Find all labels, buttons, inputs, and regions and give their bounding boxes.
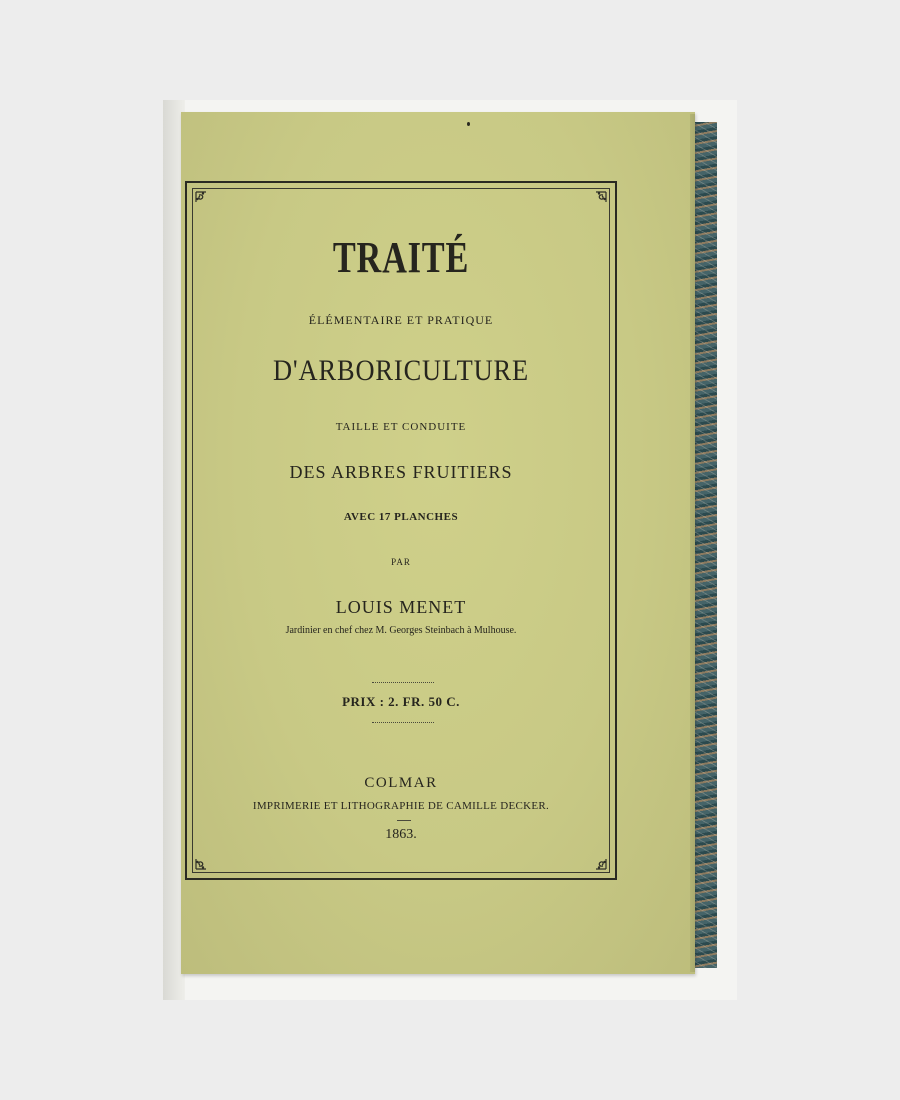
paper-speck xyxy=(467,122,470,126)
cover-subject-arbres: DES ARBRES FRUITIERS xyxy=(289,462,513,482)
cover-title: TRAITÉ xyxy=(332,233,470,282)
cover-frame-inner xyxy=(192,188,610,873)
cover-author-role: Jardinier en chef chez M. Georges Steinbach à Mulhouse. xyxy=(285,625,517,636)
cover-main-subject: D'ARBORICULTURE xyxy=(272,354,530,387)
year-rule xyxy=(397,820,411,821)
cover-plates-note: AVEC 17 PLANCHES xyxy=(343,511,459,523)
cover-year: 1863. xyxy=(385,827,417,842)
price-rule-top xyxy=(372,682,434,683)
marbled-spine xyxy=(692,122,717,968)
corner-ornament-icon xyxy=(194,190,216,212)
cover-printer: IMPRIMERIE ET LITHOGRAPHIE DE CAMILLE DECKER. xyxy=(252,800,550,812)
cover-author: LOUIS MENET xyxy=(335,597,467,617)
corner-ornament-icon xyxy=(586,849,608,871)
cover-subtitle-taille: TAILLE ET CONDUITE xyxy=(335,421,467,433)
cover-by: PAR xyxy=(391,557,411,567)
cover-edge xyxy=(690,114,695,972)
cover-price: PRIX : 2. FR. 50 C. xyxy=(342,694,460,709)
cover-city: COLMAR xyxy=(364,775,438,791)
corner-ornament-icon xyxy=(586,190,608,212)
cover-subtitle-elementaire: ÉLÉMENTAIRE ET PRATIQUE xyxy=(308,313,494,327)
price-rule-bottom xyxy=(372,722,434,723)
corner-ornament-icon xyxy=(194,849,216,871)
